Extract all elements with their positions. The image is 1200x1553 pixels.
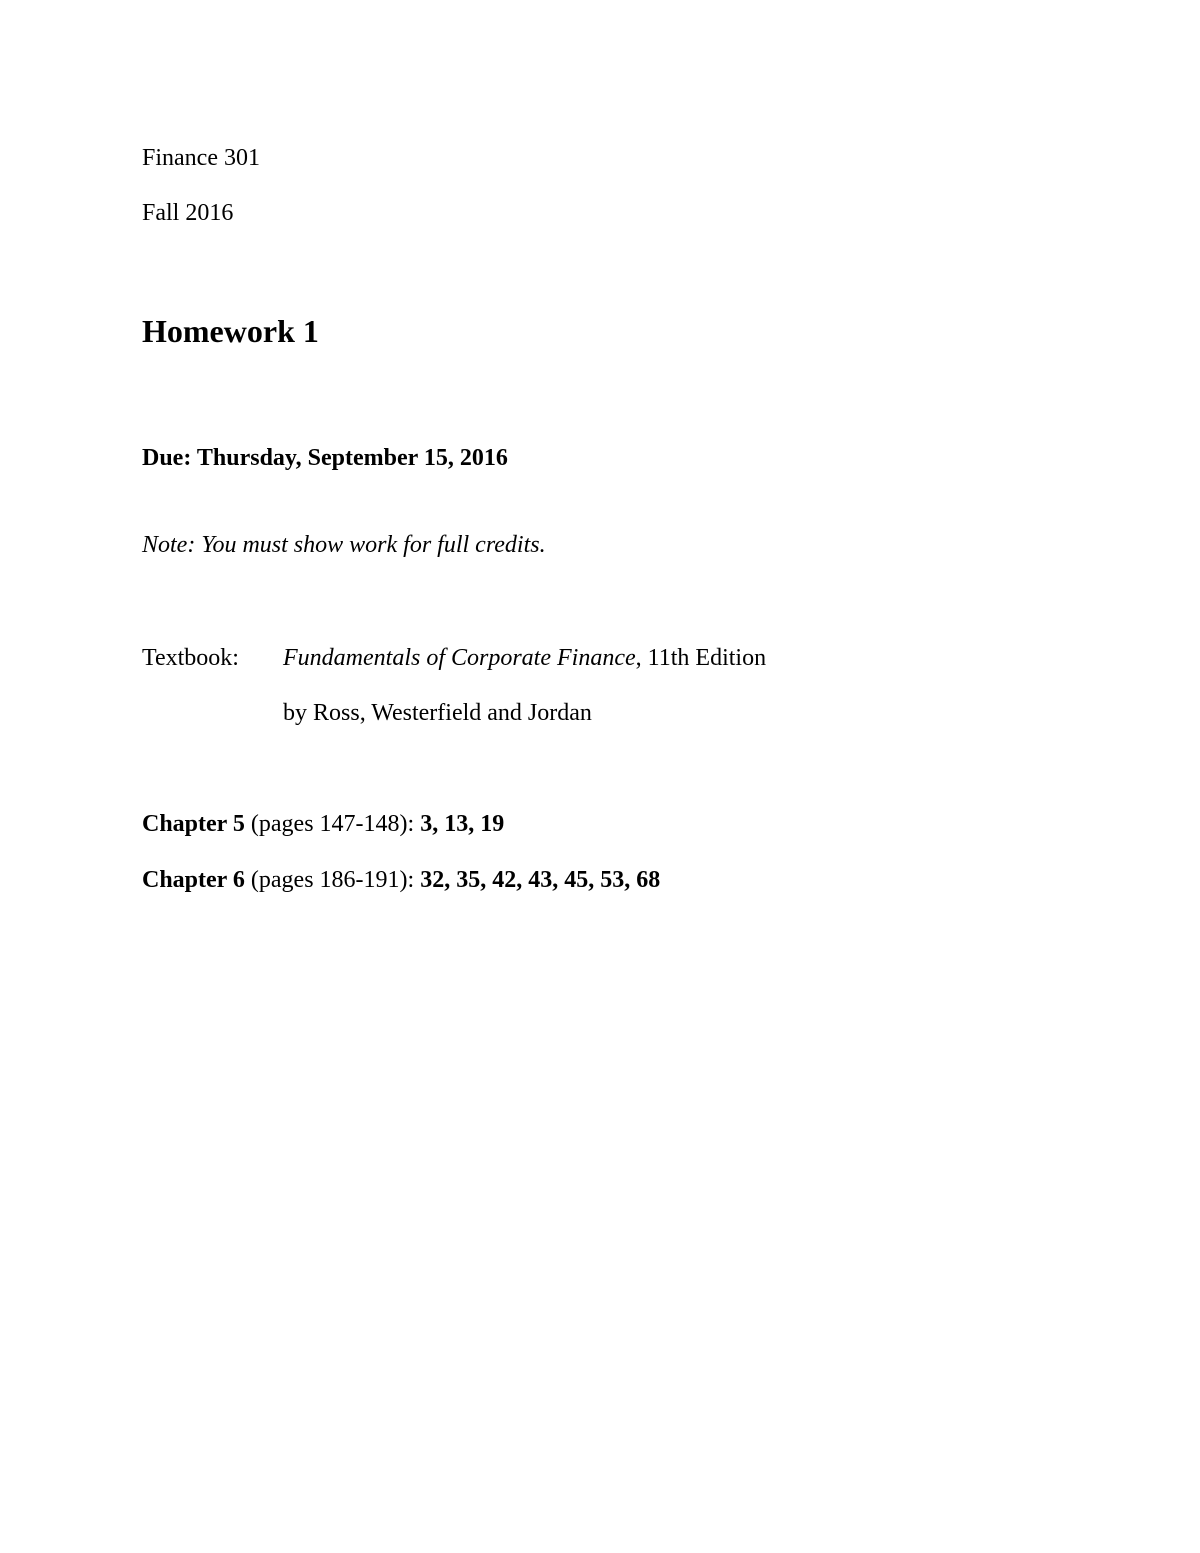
chapter-label: Chapter 5 xyxy=(142,811,245,837)
chapter-pages: (pages 186-191): xyxy=(244,867,421,893)
course-term: Fall 2016 xyxy=(142,200,234,226)
textbook-title: Fundamentals of Corporate Finance xyxy=(283,645,636,671)
textbook-edition: , 11th Edition xyxy=(635,645,767,671)
textbook-label: Textbook: xyxy=(142,645,239,671)
due-date: Due: Thursday, September 15, 2016 xyxy=(142,445,508,471)
chapter-label: Chapter 6 xyxy=(142,867,245,893)
work-note: Note: You must show work for full credits. xyxy=(142,532,546,558)
chapter-problems: 3, 13, 19 xyxy=(420,811,505,837)
assignment-chapter-6 xyxy=(142,865,660,895)
chapter-problems: 32, 35, 42, 43, 45, 53, 68 xyxy=(420,867,661,893)
page-title: Homework 1 xyxy=(142,313,319,349)
textbook-authors: by Ross, Westerfield and Jordan xyxy=(283,700,592,726)
course-name: Finance 301 xyxy=(142,145,260,171)
assignment-chapter-5 xyxy=(142,809,504,839)
textbook-line xyxy=(142,643,766,673)
chapter-pages: (pages 147-148): xyxy=(244,811,421,837)
